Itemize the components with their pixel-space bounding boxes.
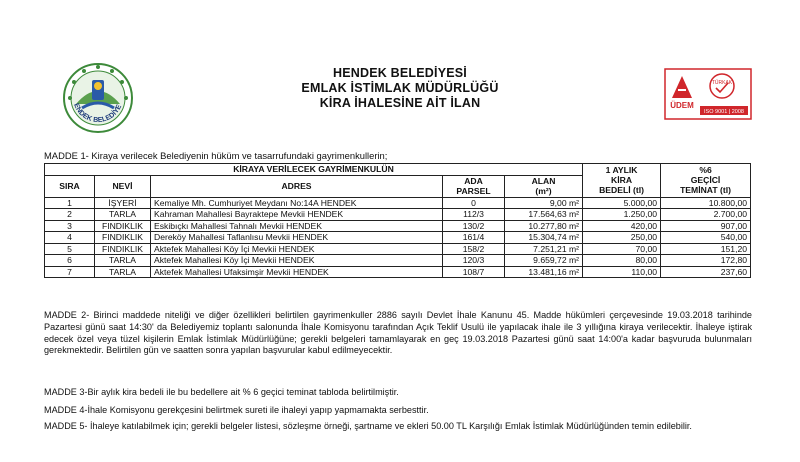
- rent-header-line2: KİRA: [611, 175, 633, 186]
- col-header-sira: SIRA: [45, 175, 95, 197]
- cell-adres: Kahraman Mahallesi Bayraktepe Mevkii HENDEK: [151, 209, 443, 221]
- table-row: [45, 266, 751, 278]
- cell-teminat: 237,60: [661, 266, 751, 278]
- cell-adres: Aktefek Mahallesi Köy İçi Mevkii HENDEK: [151, 255, 443, 267]
- cell-alan: 9.659,72 m²: [505, 255, 583, 267]
- cell-sira: 1: [45, 197, 95, 209]
- rent-header-line3: BEDELİ (tl): [599, 185, 644, 196]
- cell-kira: 110,00: [583, 266, 661, 278]
- cell-ada: 130/2: [443, 220, 505, 232]
- cell-kira: 70,00: [583, 243, 661, 255]
- cell-sira: 7: [45, 266, 95, 278]
- cell-alan: 7.251,21 m²: [505, 243, 583, 255]
- rent-header-line1: 1 AYLIK: [605, 165, 638, 176]
- title-notice: KİRA İHALESİNE AİT İLAN: [319, 96, 481, 110]
- cell-sira: 2: [45, 209, 95, 221]
- col-header-nevi: NEVİ: [95, 175, 151, 197]
- deposit-header-line1: %6: [699, 165, 712, 176]
- title-municipality: HENDEK BELEDİYESİ: [333, 66, 467, 80]
- cell-nevi: İŞYERİ: [95, 197, 151, 209]
- cell-nevi: FINDIKLIK: [95, 243, 151, 255]
- cell-nevi: TARLA: [95, 266, 151, 278]
- cell-sira: 5: [45, 243, 95, 255]
- cell-ada: 120/3: [443, 255, 505, 267]
- group-header: KİRAYA VERİLECEK GAYRİMENKULÜN: [45, 164, 583, 176]
- col-header-parsel: PARSEL: [456, 186, 491, 196]
- cell-adres: Dereköy Mahallesi Taflanlısu Mevkii HENDEK: [151, 232, 443, 244]
- article-3-text: MADDE 3-Bir aylık kira bedeli ile bu bedellere ait % 6 geçici teminat tabloda belirtilmiştir.: [44, 387, 399, 397]
- cell-alan: 15.304,74 m²: [505, 232, 583, 244]
- table-row: [45, 197, 751, 209]
- cell-teminat: 172,80: [661, 255, 751, 267]
- table-row: [45, 220, 751, 232]
- cell-sira: 6: [45, 255, 95, 267]
- turkak-badge-text: TÜRKAK: [711, 80, 733, 86]
- cell-teminat: 540,00: [661, 232, 751, 244]
- cell-teminat: 907,00: [661, 220, 751, 232]
- cell-alan: 17.564,63 m²: [505, 209, 583, 221]
- udem-certification-logo: [664, 68, 752, 120]
- article-2-text: MADDE 2- Birinci maddede niteliği ve diğer özellikleri belirtilen gayrimenkuller 2886 sayılı Devlet İhale Kanunu 45. Madde hükümleri çerçevesinde 19.03.2018 tarihinde Pazartesi günü saat 14:30' da Belediyemiz toplantı salonunda İhale Komisyonu tarafından Açık Teklif Usulü ile yapılacak ihale ile 3 yıllığına kiraya verilecektir. İhaleye iştirak edecek özel veya tüzel kişilerin Emlak İstimlak Müdürlüğüne; gerekli belgeleri tamamlayarak en geç 19.03.2018 Pazartesi günü saat 14:00'a kadar başvuruda bulunmaları gerekmektedir. Belirtilen gün ve saatten sonra yapılan başvurular kabul edilmeyecektir.: [44, 310, 752, 356]
- rent-header: [583, 164, 661, 198]
- cell-kira: 1.250,00: [583, 209, 661, 221]
- logo-left-text: ENDEK BELEDİYE: [72, 102, 124, 125]
- cell-nevi: FINDIKLIK: [95, 220, 151, 232]
- col-header-adres: ADRES: [151, 175, 443, 197]
- col-header-alan-title: ALAN: [531, 176, 556, 186]
- article-4-text: MADDE 4-İhale Komisyonu gerekçesini belirtmek sureti ile ihaleyi yapıp yapmamakta serbesttir.: [44, 405, 429, 415]
- cell-kira: 250,00: [583, 232, 661, 244]
- cell-alan: 9,00 m²: [505, 197, 583, 209]
- cell-ada: 158/2: [443, 243, 505, 255]
- property-table: [44, 163, 751, 278]
- col-header-ada-parsel: [443, 175, 505, 197]
- col-header-ada: ADA: [464, 176, 483, 186]
- deposit-header-line2: GEÇİCİ: [690, 175, 721, 186]
- cell-alan: 10.277,80 m²: [505, 220, 583, 232]
- cell-teminat: 10.800,00: [661, 197, 751, 209]
- cell-adres: Aktefek Mahallesi Ufaksimşir Mevkii HENDEK: [151, 266, 443, 278]
- cell-ada: 0: [443, 197, 505, 209]
- cell-kira: 5.000,00: [583, 197, 661, 209]
- cell-ada: 161/4: [443, 232, 505, 244]
- article-5-text: MADDE 5- İhaleye katılabilmek için; gerekli belgeler listesi, sözleşme örneği, şartname ve ekleri 50.00 TL Karşılığı Emlak İstimlak Müdürlüğünden temin edilebilir.: [44, 421, 692, 431]
- cell-adres: Kemaliye Mh. Cumhuriyet Meydanı No:14A HENDEK: [151, 197, 443, 209]
- table-row: [45, 255, 751, 267]
- cell-nevi: TARLA: [95, 209, 151, 221]
- table-row: [45, 243, 751, 255]
- cell-teminat: 2.700,00: [661, 209, 751, 221]
- cell-teminat: 151,20: [661, 243, 751, 255]
- article-1-text: MADDE 1- Kiraya verilecek Belediyenin hüküm ve tasarrufundaki gayrimenkullerin;: [44, 150, 388, 161]
- cell-adres: Eskibıçkı Mahallesi Tahnalı Mevkii HENDEK: [151, 220, 443, 232]
- cell-kira: 420,00: [583, 220, 661, 232]
- hendek-municipality-logo: [62, 62, 134, 134]
- cell-ada: 108/7: [443, 266, 505, 278]
- cell-nevi: FINDIKLIK: [95, 232, 151, 244]
- cell-kira: 80,00: [583, 255, 661, 267]
- cell-sira: 4: [45, 232, 95, 244]
- col-header-alan-unit: (m²): [535, 186, 552, 196]
- cell-ada: 112/3: [443, 209, 505, 221]
- title-block: [250, 66, 550, 111]
- cell-alan: 13.481,16 m²: [505, 266, 583, 278]
- udem-brand-text: ÜDEM: [670, 101, 694, 110]
- cell-nevi: TARLA: [95, 255, 151, 267]
- table-row: [45, 232, 751, 244]
- title-department: EMLAK İSTİMLAK MÜDÜRLÜĞÜ: [301, 81, 499, 95]
- cell-adres: Aktefek Mahallesi Köy İçi Mevkii HENDEK: [151, 243, 443, 255]
- cell-sira: 3: [45, 220, 95, 232]
- iso-code-text: ISO 9001 | 2008: [704, 109, 744, 115]
- deposit-header-line3: TEMİNAT (tl): [680, 185, 731, 196]
- col-header-alan: [505, 175, 583, 197]
- table-row: [45, 209, 751, 221]
- deposit-header: [661, 164, 751, 198]
